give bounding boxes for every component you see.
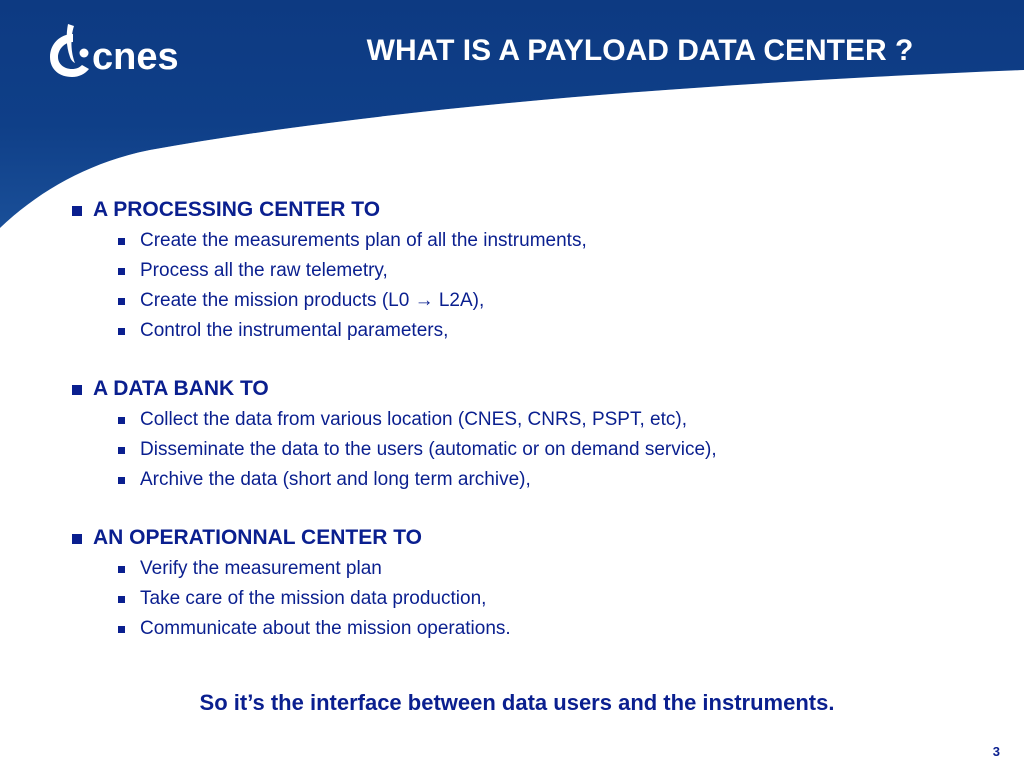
- section-heading-text: A DATA BANK TO: [93, 377, 269, 400]
- square-bullet-icon: [72, 206, 82, 216]
- list-item-text: Create the mission products (L0 → L2A),: [140, 290, 485, 311]
- section-heading-text: AN OPERATIONNAL CENTER TO: [93, 526, 423, 549]
- list-item: [118, 554, 972, 584]
- section-processing-center: [72, 194, 972, 346]
- small-square-bullet-icon: [118, 477, 125, 484]
- section-heading: [72, 522, 972, 554]
- logo-text: cnes: [92, 36, 179, 78]
- list-item-text: Archive the data (short and long term archive),: [140, 469, 531, 490]
- list-item-text: Collect the data from various location (CNES, CNRS, PSPT, etc),: [140, 409, 687, 430]
- conclusion-statement: So it’s the interface between data users and the instruments.: [199, 690, 835, 715]
- cnes-logo: [40, 20, 220, 80]
- small-square-bullet-icon: [118, 238, 125, 245]
- bullet-list: [72, 226, 972, 346]
- small-square-bullet-icon: [118, 447, 125, 454]
- square-bullet-icon: [72, 385, 82, 395]
- list-item-text: Take care of the mission data production,: [140, 588, 487, 609]
- slide-title: WHAT IS A PAYLOAD DATA CENTER ?: [366, 34, 914, 67]
- list-item: [118, 614, 972, 644]
- section-operational-center: [72, 522, 972, 644]
- list-item: [118, 316, 972, 346]
- slide-content: [72, 194, 972, 644]
- square-bullet-icon: [72, 534, 82, 544]
- list-item: [118, 405, 972, 435]
- list-item: [118, 584, 972, 614]
- list-item-text: Disseminate the data to the users (automatic or on demand service),: [140, 439, 717, 460]
- list-item-text: Control the instrumental parameters,: [140, 320, 449, 341]
- list-item: [118, 465, 972, 495]
- section-data-bank: [72, 373, 972, 495]
- list-item: [118, 435, 972, 465]
- section-heading: [72, 373, 972, 405]
- small-square-bullet-icon: [118, 596, 125, 603]
- list-item-text: Create the measurements plan of all the instruments,: [140, 230, 587, 251]
- list-item-text: Verify the measurement plan: [140, 558, 382, 579]
- small-square-bullet-icon: [118, 328, 125, 335]
- list-item-text: Communicate about the mission operations.: [140, 618, 511, 639]
- small-square-bullet-icon: [118, 417, 125, 424]
- section-heading: [72, 194, 972, 226]
- list-item: [118, 226, 972, 256]
- small-square-bullet-icon: [118, 298, 125, 305]
- bullet-list: [72, 405, 972, 495]
- small-square-bullet-icon: [118, 268, 125, 275]
- list-item: [118, 286, 972, 316]
- section-heading-text: A PROCESSING CENTER TO: [93, 198, 381, 221]
- list-item-text: Process all the raw telemetry,: [140, 260, 388, 281]
- list-item: [118, 256, 972, 286]
- page-number: 3: [992, 744, 1000, 759]
- bullet-list: [72, 554, 972, 644]
- small-square-bullet-icon: [118, 626, 125, 633]
- small-square-bullet-icon: [118, 566, 125, 573]
